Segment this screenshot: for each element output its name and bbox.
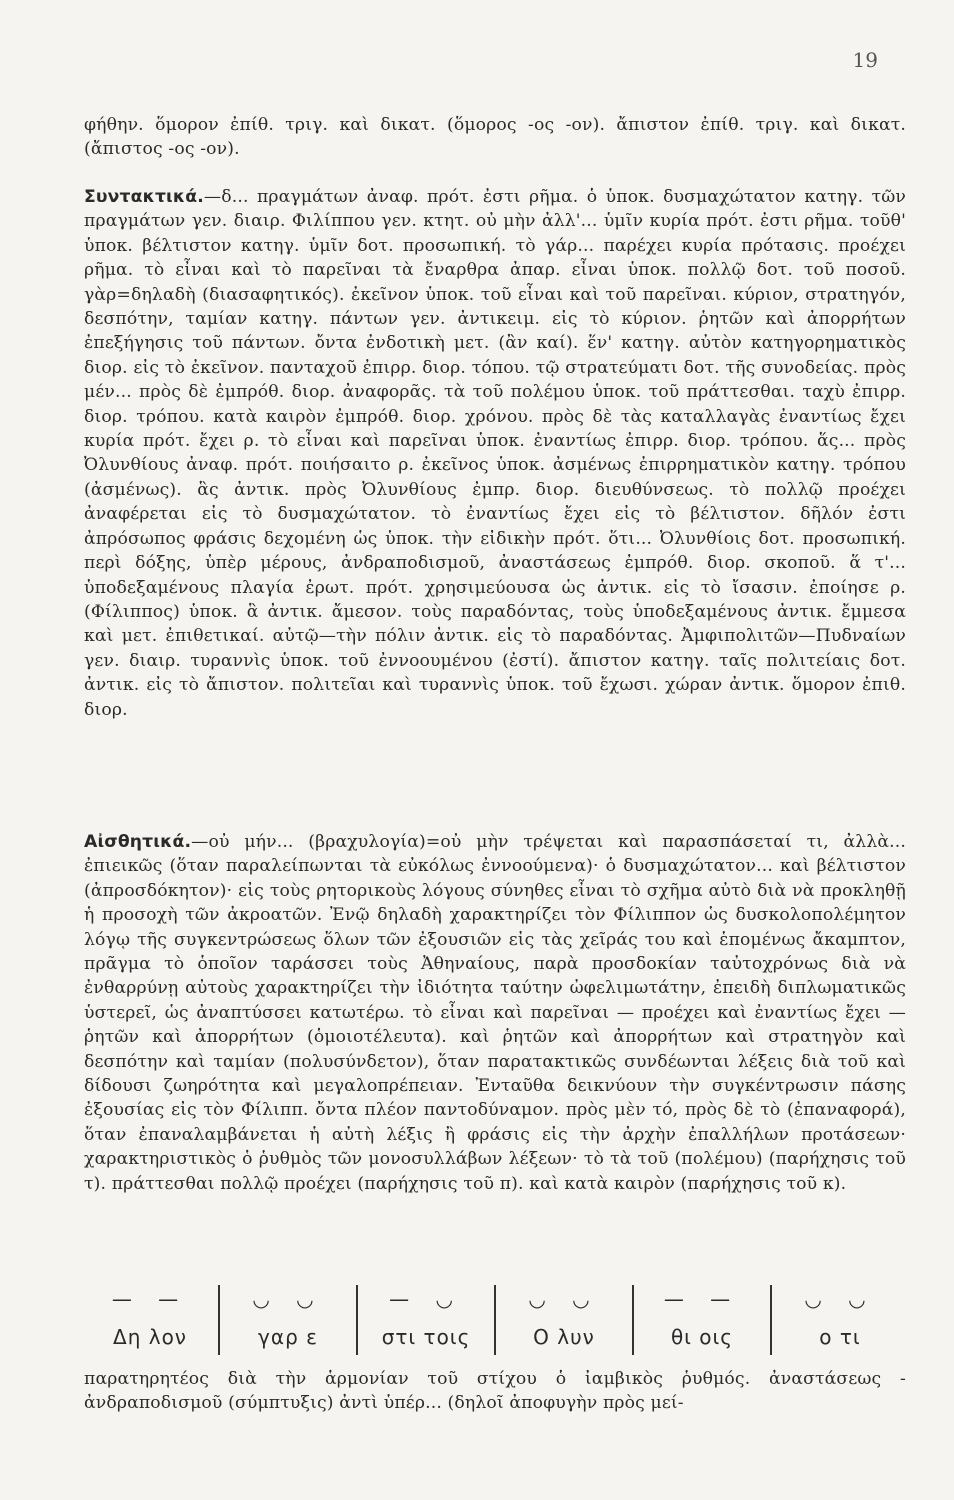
metrical-scansion <box>84 1285 906 1355</box>
foot <box>774 1285 906 1355</box>
foot <box>636 1285 768 1355</box>
quantity-marks: ◡ ◡ <box>528 1287 600 1311</box>
final-block <box>84 1367 906 1416</box>
syntactic-section <box>84 185 906 722</box>
final-paragraph: παρατηρητέος διὰ τὴν ἁρμονίαν τοῦ στίχου ὁ ἰαμβικὸς ῥυθμός. ἀναστάσεως - ἀνδραποδισμοῦ (σύμπτυξις) ἀντὶ ὑπέρ... (δηλοῖ ἀποφυγὴν πρὸς μεί- <box>84 1369 906 1414</box>
quantity-marks: — ◡ <box>389 1287 463 1311</box>
quantity-marks: ◡ ◡ <box>252 1287 324 1311</box>
foot-divider <box>218 1285 220 1355</box>
quantity-marks: ◡ ◡ <box>804 1287 876 1311</box>
foot <box>360 1285 492 1355</box>
quantity-marks: — — <box>111 1287 189 1311</box>
syllables: γαρ ε <box>258 1325 318 1349</box>
aesthetic-paragraph <box>84 830 906 1196</box>
syllables: ο τι <box>819 1325 861 1349</box>
syllables: στι τοις <box>381 1325 471 1349</box>
intro-paragraph: φήθην. ὅμορον ἐπίθ. τριγ. καὶ δικατ. (ὅμορος -ος -ον). ἄπιστον ἐπίθ. τριγ. καὶ δικατ. (ἄπιστος -ος -ον). <box>84 115 906 160</box>
aesthetic-text: —οὐ μήν... (βραχυλογία)=οὐ μὴν τρέψεται καὶ παρασπάσεταί τι, ἀλλὰ... ἐπιεικῶς (ὅταν παραλείπωνται τὰ εὐκόλως ἐννοούμενα)· ὁ δυσμαχώτατον... καὶ βέλτιστον (ἀπροσδόκητον)· εἰς τοὺς ρητορικοὺς λόγους σύνηθες εἶναι τὸ σχῆμα αὐτὸ διὰ νὰ προκληθῇ ἡ προσοχὴ τῶν ἀκροατῶν. Ἐνῷ δηλαδὴ χαρακτηρίζει τὸν Φίλιππον ὡς δυσκολοπολέμητον λόγῳ τῆς συγκεντρώσεως ὅλων τῶν ἐξουσιῶν εἰς τὰς χεῖράς του καὶ ἑπομένως ἄκαμπτον, πρᾶγμα τὸ ὁποῖον ταράσσει τοὺς Ἀθηναίους, παρὰ προσδοκίαν ταὐτοχρόνως διὰ νὰ ἐνθαρρύνῃ αὐτοὺς χαρακτηρίζει τὴν ἰδιότητα ταύτην ὠφελιμωτάτην, ἐπειδὴ διπλωματικῶς ὑστερεῖ, ὡς ἀναπτύσσει κατωτέρω. τὸ εἶναι καὶ παρεῖναι — προέχει καὶ ἐναντίως ἔχει — ῥητῶν καὶ ἀπορρήτων (ὁμοιοτέλευτα). καὶ ῥητῶν καὶ ἀπορρήτων καὶ στρατηγὸν καὶ δεσπότην καὶ ταμίαν (πολυσύνδετον), ὅταν παρατακτικῶς συνδέωνται λέξεις διὰ τοῦ καὶ δίδουσι ζωηρότητα καὶ μεγαλοπρέπειαν. Ἐνταῦθα δεικνύουν τὴν συγκέντρωσιν πάσης ἐξουσίας εἰς τὸν Φίλιππ. ὄντα πλέον παντοδύναμον. πρὸς μὲν τό, πρὸς δὲ τὸ (ἐπαναφορά), ὅταν ἐπαναλαμβάνεται ἡ αὐτὴ λέξις ἢ φράσις εἰς τὴν ἀρχὴν ἐπαλλήλων προτάσεων· χαρακτηριστικὸς ὁ ῥυθμὸς τῶν μονοσυλλάβων λέξεων· τὸ τὰ τοῦ (πολέμου) (παρήχησις τοῦ τ). πράττεσθαι πολλῷ προέχει (παρήχησις τοῦ π). καὶ κατὰ καιρὸν (παρήχησις τοῦ κ). <box>84 832 906 1194</box>
page-number: 19 <box>852 48 878 72</box>
syllables: Δη λον <box>113 1325 187 1349</box>
foot-divider <box>494 1285 496 1355</box>
foot <box>498 1285 630 1355</box>
intro-block <box>84 113 906 162</box>
foot <box>222 1285 354 1355</box>
foot-divider <box>632 1285 634 1355</box>
foot-divider <box>770 1285 772 1355</box>
syllables: Ο λυν <box>533 1325 595 1349</box>
aesthetic-section <box>84 830 906 1196</box>
syntactic-text: —δ... πραγμάτων ἀναφ. πρότ. ἐστι ρῆμα. ὁ ὑποκ. δυσμαχώτατον κατηγ. τῶν πραγμάτων γεν. διαιρ. Φιλίππου γεν. κτητ. οὐ μὴν ἀλλ'... ὑμῖν κυρία πρότ. ἐστι ρῆμα. τοῦθ' ὑποκ. βέλτιστον κατηγ. ὑμῖν δοτ. προσωπική. τὸ γάρ... παρέχει κυρία πρότασις. προέχει ρῆμα. τὸ εἶναι καὶ τὸ παρεῖναι τὰ ἔναρθρα ἀπαρ. εἶναι ὑποκ. πολλῷ δοτ. τοῦ ποσοῦ. γὰρ=δηλαδὴ (διασαφητικός). ἐκεῖνον ὑποκ. τοῦ εἶναι καὶ τοῦ παρεῖναι. κύριον, στρατηγόν, δεσπότην, ταμίαν κατηγ. πάντων γεν. ἀντικειμ. εἰς τὸ κύριον. ῥητῶν καὶ ἀπορρήτων ἐπεξήγησις τοῦ πάντων. ὄντα ἐνδοτικὴ μετ. (ἂν καί). ἕν' κατηγ. αὐτὸν κατηγορηματικὸς διορ. εἰς τὸ ἐκεῖνον. πανταχοῦ ἐπιρρ. διορ. τόπου. τῷ στρατεύματι δοτ. τῆς συνοδείας. πρὸς μέν... πρὸς δὲ ἐμπρόθ. διορ. ἀναφορᾶς. τὰ τοῦ πολέμου ὑποκ. τοῦ πράττεσθαι. ταχὺ ἐπιρρ. διορ. τρόπου. κατὰ καιρὸν ἐμπρόθ. διορ. χρόνου. πρὸς δὲ τὰς καταλλαγὰς ἐναντίως ἔχει κυρία πρότ. ἔχει ρ. τὸ εἶναι καὶ παρεῖναι ὑποκ. ἐναντίως ἐπιρρ. διορ. τρόπου. ἅς... πρὸς Ὀλυνθίους ἀναφ. πρότ. ποιήσαιτο ρ. ἐκεῖνος ὑποκ. ἀσμένως ἐπιρρηματικὸν κατηγ. τρόπου (ἀσμένως). ἃς ἀντικ. πρὸς Ὀλυνθίους ἐμπρ. διορ. διευθύνσεως. τὸ πολλῷ προέχει ἀναφέρεται εἰς τὸ δυσμαχώτατον. τὸ ἐναντίως ἔχει εἰς τὸ βέλτιστον. δῆλόν ἐστι ἀπρόσωπος φράσις δεχομένη ὡς ὑποκ. τὴν εἰδικὴν πρότ. ὅτι... Ὀλυνθίοις δοτ. προσωπική. περὶ δόξης, ὑπὲρ μέρους, ἀνδραποδισμοῦ, ἀναστάσεως ἐμπρόθ. διορ. σκοποῦ. ἅ τ'... ὑποδεξαμένους πλαγία ἐρωτ. πρότ. χρησιμεύουσα ὡς ἀντικ. εἰς τὸ ἴσασιν. ἐποίησε ρ. (Φίλιππος) ὑποκ. ἃ ἀντικ. ἄμεσον. τοὺς παραδόντας, τοὺς ὑποδεξαμένους ἀντικ. ἔμμεσα καὶ μετ. ἐπιθετικαί. αὐτῷ—τὴν πόλιν ἀντικ. εἰς τὸ παραδόντας. Ἀμφιπολιτῶν—Πυδναίων γεν. διαιρ. τυραννὶς ὑποκ. τοῦ ἐννοουμένου (ἐστί). ἄπιστον κατηγ. ταῖς πολιτείαις δοτ. ἀντικ. εἰς τὸ ἄπιστον. πολιτεῖαι καὶ τυραννὶς ὑποκ. τοῦ ἔχωσι. χώραν ἀντικ. ὅμορον ἐπιθ. διορ. <box>84 187 906 720</box>
syllables: θι οις <box>670 1325 734 1349</box>
syntactic-paragraph <box>84 185 906 722</box>
quantity-marks: — — <box>663 1287 741 1311</box>
syntactic-heading: Συντακτικά. <box>84 187 204 207</box>
foot-divider <box>356 1285 358 1355</box>
aesthetic-heading: Αἰσθητικά. <box>84 832 192 852</box>
foot <box>84 1285 216 1355</box>
